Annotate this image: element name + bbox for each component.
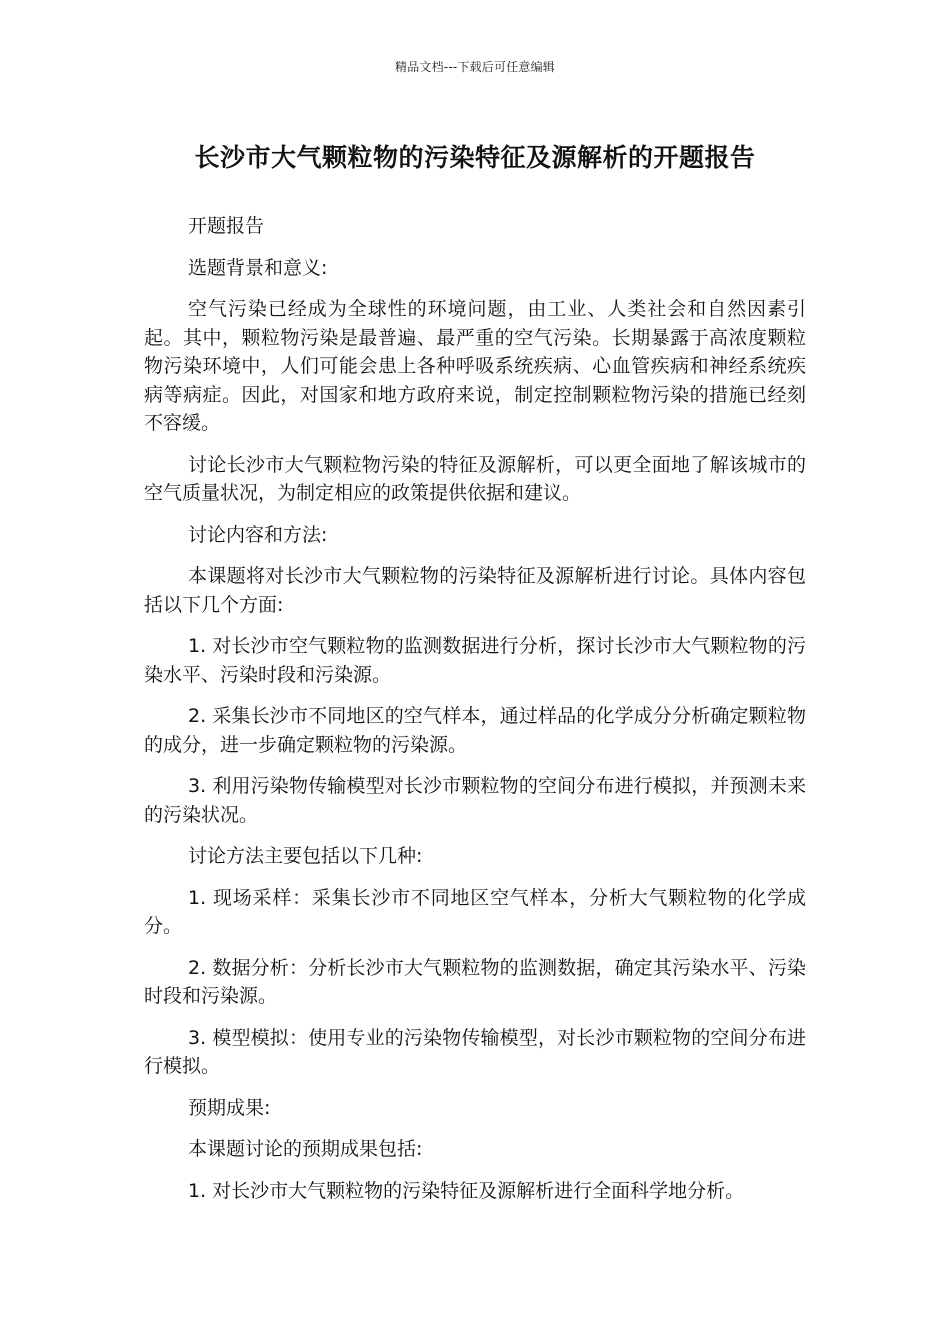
paragraph-heading-methods: 讨论方法主要包括以下几种: bbox=[188, 845, 423, 867]
paragraph-method-item-1: 1. 现场采样：采集长沙市不同地区空气样本，分析大气颗粒物的化学成分。 bbox=[144, 886, 806, 937]
paragraph-method-item-3: 3. 模型模拟：使用专业的污染物传输模型，对长沙市颗粒物的空间分布进行模拟。 bbox=[144, 1026, 806, 1077]
paragraph-content-intro: 本课题将对长沙市大气颗粒物的污染特征及源解析进行讨论。具体内容包括以下几个方面: bbox=[144, 565, 806, 616]
paragraph-heading-outcomes: 预期成果: bbox=[188, 1096, 271, 1119]
paragraph-content-item-1: 1. 对长沙市空气颗粒物的监测数据进行分析，探讨长沙市大气颗粒物的污染水平、污染时段和污染源。 bbox=[144, 635, 806, 686]
paragraph-heading-background: 选题背景和意义: bbox=[188, 256, 328, 279]
paragraph-background-2: 讨论长沙市大气颗粒物污染的特征及源解析，可以更全面地了解该城市的空气质量状况，为制定相应的政策提供依据和建议。 bbox=[144, 453, 806, 504]
paragraph-background-1: 空气污染已经成为全球性的环境问题，由工业、人类社会和自然因素引起。其中，颗粒物污染是最普遍、最严重的空气污染。长期暴露于高浓度颗粒物污染环境中，人们可能会患上各种呼吸系统疾病、心血管疾病和神经系统疾病等病症。因此，对国家和地方政府来说，制定控制颗粒物污染的措施已经刻不容缓。 bbox=[144, 298, 806, 434]
header-note: 精品文档---下载后可任意编辑 bbox=[395, 60, 555, 74]
paragraph-method-item-2: 2. 数据分析：分析长沙市大气颗粒物的监测数据，确定其污染水平、污染时段和污染源。 bbox=[144, 956, 806, 1007]
document-body bbox=[144, 212, 806, 1218]
paragraph-heading-report: 开题报告 bbox=[188, 215, 265, 237]
paragraph-heading-content-methods: 讨论内容和方法: bbox=[188, 523, 328, 546]
paragraph-content-item-2: 2. 采集长沙市不同地区的空气样本，通过样品的化学成分分析确定颗粒物的成分，进一步确定颗粒物的污染源。 bbox=[144, 705, 806, 756]
paragraph-outcome-item-1: 1. 对长沙市大气颗粒物的污染特征及源解析进行全面科学地分析。 bbox=[188, 1179, 745, 1202]
document-title: 长沙市大气颗粒物的污染特征及源解析的开题报告 bbox=[194, 143, 756, 172]
paragraph-content-item-3: 3. 利用污染物传输模型对长沙市颗粒物的空间分布进行模拟，并预测未来的污染状况。 bbox=[144, 775, 806, 826]
paragraph-outcomes-intro: 本课题讨论的预期成果包括: bbox=[188, 1138, 423, 1160]
